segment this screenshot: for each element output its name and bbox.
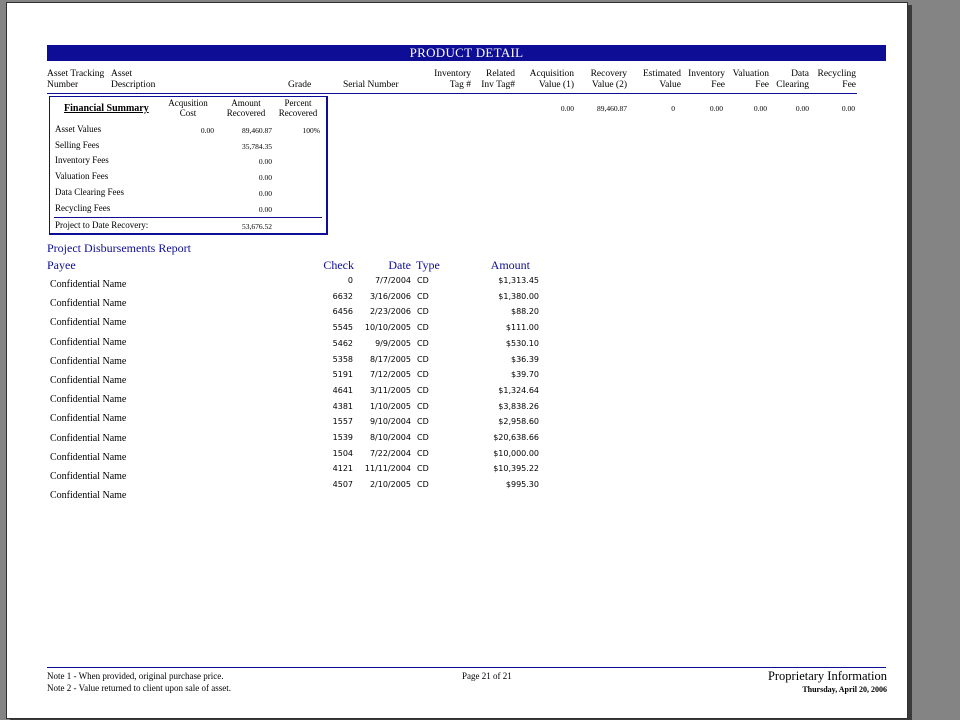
check-number: 6456 <box>332 307 353 317</box>
summary-row-label: Recycling Fees <box>55 203 111 213</box>
payment-type: CD <box>417 307 429 317</box>
payment-amount: $88.20 <box>511 307 539 317</box>
summary-row-amount: 0.00 <box>258 173 272 182</box>
payment-amount: $1,380.00 <box>498 291 539 301</box>
summary-row-cost: 0.00 <box>200 126 214 135</box>
col-inventory-tag: Inventory Tag # <box>434 69 471 90</box>
financial-summary-title: Financial Summary <box>64 103 149 114</box>
payment-type: CD <box>417 276 429 285</box>
payee-name: Confidential Name <box>50 413 127 425</box>
footer-rule <box>47 667 886 668</box>
header-rule <box>47 93 857 94</box>
footer-note-1: Note 1 - When provided, original purchase price. <box>47 671 224 681</box>
summary-row-amount: 0.00 <box>258 205 272 214</box>
summary-total-amount: 53,676.52 <box>242 222 272 231</box>
disb-header-type: Type <box>416 258 440 272</box>
check-number: 4381 <box>332 401 353 411</box>
payee-name: Confidential Name <box>50 375 127 386</box>
payment-date: 3/11/2005 <box>369 385 411 395</box>
col-inventory-fee: Inventory Fee <box>688 69 725 90</box>
payment-date: 11/11/2004 <box>364 464 411 474</box>
col-recovery-value: Recovery Value (2) <box>590 69 627 90</box>
summary-row-label: Data Clearing Fees <box>55 187 124 197</box>
summary-total-rule <box>54 217 322 218</box>
payment-type: CD <box>417 291 429 301</box>
payment-date: 9/9/2005 <box>375 338 411 348</box>
col-estimated-value: Estimated Value <box>643 69 681 90</box>
col-acquisition-value: Acquisition Value (1) <box>529 69 574 90</box>
summary-row-amount: 0.00 <box>258 157 272 166</box>
payment-type: CD <box>417 323 429 333</box>
payment-type: CD <box>417 385 429 395</box>
check-number: 1557 <box>332 417 353 427</box>
payment-amount: $10,000.00 <box>493 448 539 458</box>
payment-date: 7/12/2005 <box>369 370 411 380</box>
payment-date: 1/10/2005 <box>369 401 411 411</box>
payee-name: Confidential Name <box>50 394 127 406</box>
payment-amount: $10,395.22 <box>493 464 539 474</box>
payment-type: CD <box>417 370 429 380</box>
payment-type: CD <box>417 401 429 411</box>
financial-summary-box <box>49 96 328 235</box>
total-recovery-value: 89,460.87 <box>597 104 627 113</box>
total-estimated-value: 0 <box>671 104 675 113</box>
proprietary-label: Proprietary Information <box>767 669 887 683</box>
summary-row-label: Asset Values <box>55 124 102 134</box>
payment-amount: $39.70 <box>511 370 539 380</box>
total-inventory-fee: 0.00 <box>709 104 723 113</box>
payee-name: Confidential Name <box>50 279 127 290</box>
payment-date: 2/10/2005 <box>369 480 411 490</box>
check-number: 4507 <box>332 480 353 490</box>
disb-header-amount: Amount <box>490 258 530 272</box>
payment-amount: $1,324.64 <box>498 385 539 395</box>
check-number: 4121 <box>332 464 353 474</box>
disb-header-payee: Payee <box>47 258 76 272</box>
disb-header-check: Check <box>323 258 354 272</box>
payment-amount: $1,313.45 <box>498 276 539 285</box>
payment-type: CD <box>417 448 429 458</box>
payment-date: 2/23/2006 <box>369 307 411 317</box>
col-valuation-fee: Valuation Fee <box>732 69 769 90</box>
total-valuation-fee: 0.00 <box>753 104 767 113</box>
payee-name: Confidential Name <box>50 432 127 444</box>
col-asset-tracking: Asset Tracking Number <box>47 69 105 90</box>
payment-date: 8/17/2005 <box>369 354 411 364</box>
total-acquisition-value: 0.00 <box>560 104 574 113</box>
summary-row-amount: 0.00 <box>258 189 272 198</box>
payment-type: CD <box>417 433 429 442</box>
summary-row-amount: 89,460.87 <box>242 126 272 135</box>
payment-date: 7/22/2004 <box>369 448 411 458</box>
payment-amount: $3,838.26 <box>498 401 539 411</box>
report-date: Thursday, April 20, 2006 <box>802 685 887 694</box>
report-page <box>6 2 908 719</box>
payment-date: 8/10/2004 <box>369 433 411 442</box>
check-number: 1539 <box>332 433 353 442</box>
summary-header-percent-recovered: Percent Recovered <box>278 98 318 118</box>
payment-date: 9/10/2004 <box>369 417 411 427</box>
payee-name: Confidential Name <box>50 317 127 329</box>
summary-header-amount-recovered: Amount Recovered <box>226 98 266 118</box>
check-number: 0 <box>347 276 353 285</box>
summary-row-label: Valuation Fees <box>55 171 109 181</box>
page-number: Page 21 of 21 <box>462 671 512 681</box>
col-recycling-fee: Recycling Fee <box>817 69 856 90</box>
check-number: 1504 <box>332 448 353 458</box>
payment-date: 7/7/2004 <box>375 276 411 285</box>
col-grade: Grade <box>288 80 312 90</box>
total-recycling-fee: 0.00 <box>841 104 855 113</box>
summary-row-label: Inventory Fees <box>55 155 109 165</box>
check-number: 5545 <box>332 323 353 333</box>
payment-date: 3/16/2006 <box>369 291 411 301</box>
col-data-clearing: Data Clearing <box>776 69 809 90</box>
payment-amount: $111.00 <box>505 323 539 333</box>
payee-name: Confidential Name <box>50 471 127 482</box>
payee-name: Confidential Name <box>50 336 127 348</box>
summary-row-percent: 100% <box>302 126 320 135</box>
total-data-clearing: 0.00 <box>795 104 809 113</box>
report-title-banner: PRODUCT DETAIL <box>47 45 886 61</box>
check-number: 5462 <box>332 338 353 348</box>
summary-total-label: Project to Date Recovery: <box>55 220 149 230</box>
check-number: 4641 <box>332 385 353 395</box>
payment-type: CD <box>417 480 429 490</box>
payment-type: CD <box>417 464 429 474</box>
payment-amount: $2,958.60 <box>498 417 539 427</box>
payment-type: CD <box>417 354 429 364</box>
payee-name: Confidential Name <box>50 298 127 310</box>
col-related-inv-tag: Related Inv Tag# <box>481 69 515 90</box>
payment-amount: $530.10 <box>505 338 539 348</box>
col-serial-number: Serial Number <box>343 80 399 90</box>
check-number: 6632 <box>332 291 353 301</box>
payment-amount: $995.30 <box>505 480 539 490</box>
payee-name: Confidential Name <box>50 355 127 367</box>
payee-name: Confidential Name <box>50 490 127 502</box>
payment-type: CD <box>417 417 429 427</box>
payment-amount: $36.39 <box>511 354 539 364</box>
payment-date: 10/10/2005 <box>364 323 411 333</box>
summary-header-acquisition-cost: Acqusition Cost <box>168 98 208 118</box>
payee-name: Confidential Name <box>50 451 127 463</box>
footer-note-2: Note 2 - Value returned to client upon sale of asset. <box>47 683 232 693</box>
payment-amount: $20,638.66 <box>493 433 539 442</box>
summary-row-label: Selling Fees <box>55 140 100 150</box>
payment-type: CD <box>417 338 429 348</box>
col-asset-description: Asset Description <box>111 69 156 90</box>
disbursements-title: Project Disbursements Report <box>47 241 191 255</box>
disb-header-date: Date <box>388 258 411 272</box>
check-number: 5358 <box>332 354 353 364</box>
summary-row-amount: 35,784.35 <box>242 142 272 151</box>
check-number: 5191 <box>332 370 353 380</box>
